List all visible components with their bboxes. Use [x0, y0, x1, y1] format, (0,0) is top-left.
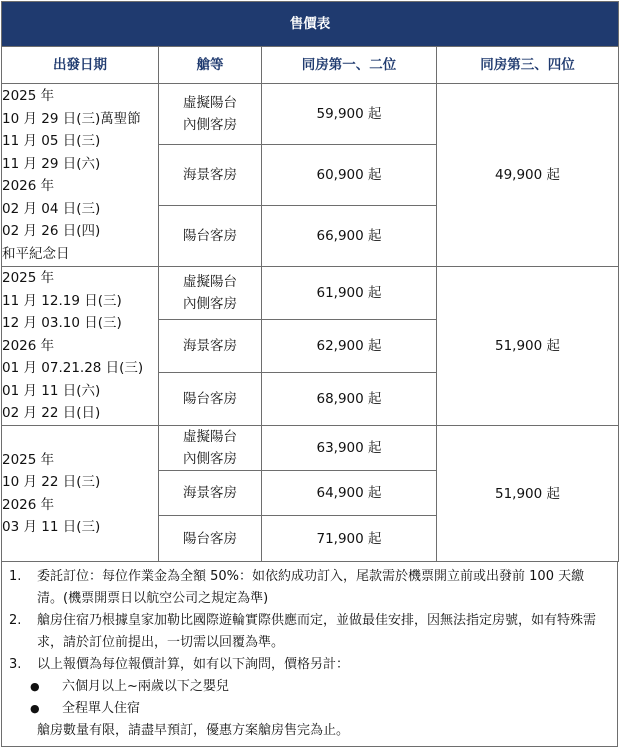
cabin-class-label: 海景客房: [183, 167, 237, 183]
cabin-class-label: 陽台客房: [183, 228, 237, 244]
price-1-2-cell: 68,900 起: [262, 373, 437, 426]
cabin-class-label: 陽台客房: [183, 530, 237, 547]
cabin-class-label: 海景客房: [183, 338, 237, 354]
cabin-class-cell: [159, 84, 262, 145]
cabin-class-label: 虛擬陽台: [183, 274, 237, 290]
cabin-class-cell: [159, 320, 262, 373]
departure-date-line: 01 月 07.21.28 日(三): [2, 360, 144, 377]
price-1-2-cell: 62,900 起: [262, 320, 437, 373]
header-price-1-2: 同房第一、二位: [262, 47, 437, 84]
price-3-4-cell: 51,900 起: [437, 267, 619, 426]
departure-date-line: 02 月 04 日(三): [2, 200, 101, 217]
table-row: [2, 426, 619, 471]
departure-date-line: 和平紀念日: [2, 245, 70, 262]
note-number: 1.: [9, 569, 22, 584]
cabin-class-cell: [159, 145, 262, 206]
departure-date-line: 2026 年: [2, 178, 55, 194]
cabin-class-cell: [159, 471, 262, 516]
note-item: [2, 566, 617, 610]
departure-dates-cell: [2, 84, 159, 267]
price-table: [1, 1, 619, 562]
bullet-dot-icon: ●: [30, 680, 40, 693]
cabin-class-cell: [159, 426, 262, 471]
bullet-item: [2, 676, 617, 698]
cabin-class-cell: [159, 373, 262, 426]
bullet-text: 全程單人住宿: [62, 701, 141, 716]
cabin-class-label: 內側客房: [183, 117, 237, 133]
header-price-3-4: 同房第三、四位: [437, 47, 619, 84]
notes-footer: 艙房數量有限，請盡早預訂，優惠方案艙房售完為止。: [37, 723, 350, 738]
departure-date-line: 02 月 26 日(四): [2, 223, 101, 239]
price-1-2-cell: 60,900 起: [262, 145, 437, 206]
departure-date-line: 2025 年: [2, 88, 55, 104]
departure-dates-cell: [2, 426, 159, 562]
bullet-text: 六個月以上~兩歲以下之嬰兒: [62, 679, 229, 694]
price-sheet: [1, 1, 618, 746]
departure-date-line: 2025 年: [2, 451, 55, 468]
departure-dates-cell: [2, 267, 159, 426]
price-1-2-cell: 59,900 起: [262, 84, 437, 145]
departure-date-line: 02 月 22 日(日): [2, 405, 101, 422]
departure-date-line: 2026 年: [2, 337, 55, 354]
cabin-class-label: 海景客房: [183, 485, 237, 501]
price-3-4-cell: 51,900 起: [437, 426, 619, 562]
table-title: 售價表: [2, 2, 619, 47]
cabin-class-label: 虛擬陽台: [183, 95, 237, 111]
table-row: [2, 267, 619, 320]
bullet-item: [2, 698, 617, 720]
price-1-2-cell: 64,900 起: [262, 471, 437, 516]
note-item: [2, 654, 617, 676]
table-row: [2, 84, 619, 145]
note-text: 艙房住宿乃根據皇家加勒比國際遊輪實際供應而定，並做最佳安排，因無法指定房號，如有特殊需求，請於訂位前提出，一切需以回覆為準。: [37, 613, 597, 650]
departure-date-line: 01 月 11 日(六): [2, 382, 101, 399]
price-1-2-cell: 66,900 起: [262, 206, 437, 267]
note-text: 以上報價為每位報價計算，如有以下詢問，價格另計：: [37, 657, 350, 672]
price-1-2-cell: 71,900 起: [262, 516, 437, 562]
departure-date-line: 2025 年: [2, 270, 55, 287]
price-table-body: [2, 84, 619, 562]
cabin-class-cell: [159, 267, 262, 320]
departure-date-line: 11 月 29 日(六): [2, 155, 101, 172]
departure-date-line: 12 月 03.10 日(三): [2, 315, 122, 332]
note-item: [2, 610, 617, 654]
cabin-class-label: 內側客房: [183, 451, 237, 467]
bullet-dot-icon: ●: [30, 702, 40, 715]
departure-date-line: 11 月 12.19 日(三): [2, 292, 122, 309]
header-cabin-class: 艙等: [159, 47, 262, 84]
departure-date-line: 10 月 29 日(三)萬聖節: [2, 110, 141, 127]
price-3-4-cell: 49,900 起: [437, 84, 619, 267]
notes-section: [1, 562, 618, 747]
price-1-2-cell: 61,900 起: [262, 267, 437, 320]
note-text: 委託訂位：每位作業金為全額 50%：如依約成功訂入，尾款需於機票開立前或出發前 100 天繳清。(機票開票日以航空公司之規定為準): [37, 569, 585, 606]
cabin-class-cell: [159, 516, 262, 562]
departure-date-line: 11 月 05 日(三): [2, 133, 101, 149]
departure-date-line: 10 月 22 日(三): [2, 474, 101, 490]
price-1-2-cell: 63,900 起: [262, 426, 437, 471]
note-number: 3.: [9, 657, 22, 672]
header-departure-date: 出發日期: [2, 47, 159, 84]
note-number: 2.: [9, 613, 22, 628]
departure-date-line: 2026 年: [2, 496, 55, 513]
departure-date-line: 03 月 11 日(三): [2, 519, 101, 535]
cabin-class-label: 虛擬陽台: [183, 429, 237, 445]
cabin-class-label: 陽台客房: [183, 391, 237, 407]
cabin-class-label: 內側客房: [183, 296, 237, 312]
cabin-class-cell: [159, 206, 262, 267]
